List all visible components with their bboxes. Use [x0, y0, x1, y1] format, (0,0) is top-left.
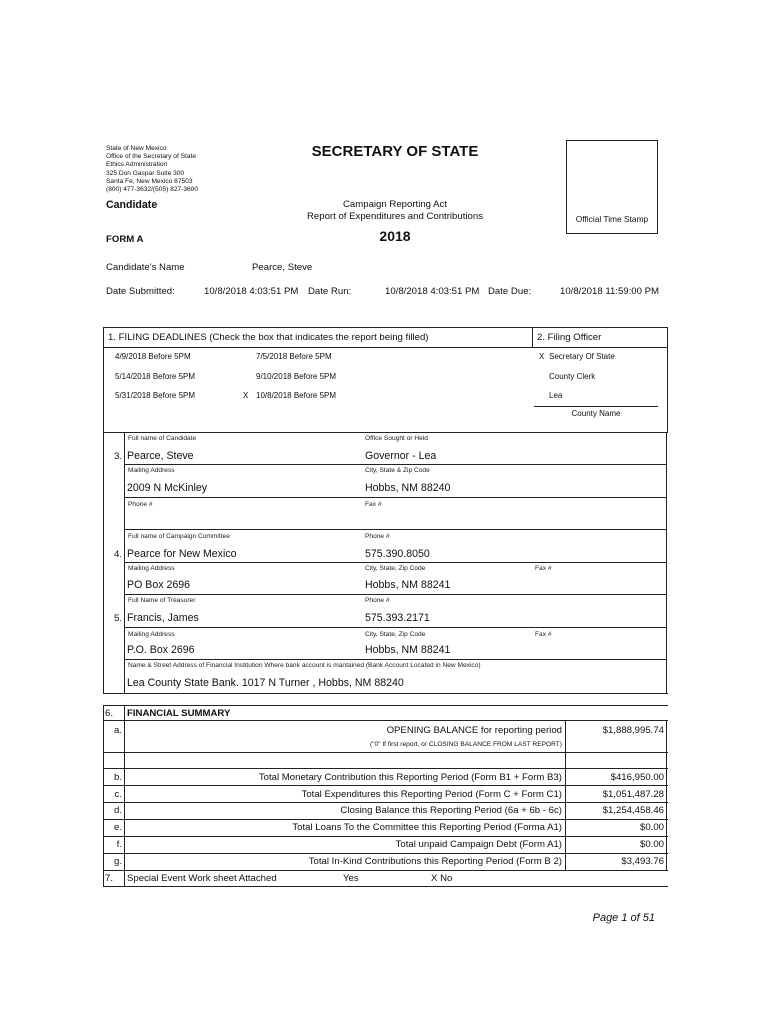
committee-label: Full name of Campaign Committee [128, 533, 230, 540]
report-year: 2018 [379, 228, 411, 244]
row-letter: b. [113, 772, 122, 783]
row-letter: f. [116, 839, 122, 850]
summary-row-label: Total Monetary Contribution this Reporting Period (Form B1 + Form B3) [258, 772, 562, 783]
agency-line: Office of the Secretary of State [106, 153, 197, 161]
filing-officer-header: 2. Filing Officer [537, 332, 602, 343]
opening-balance-value: $1,888,995.74 [602, 725, 664, 736]
date-run-label: Date Run: [308, 286, 352, 297]
date-due-label: Date Due: [488, 286, 532, 297]
date-due: 10/8/2018 11:59:00 PM [560, 286, 660, 297]
city-state-zip-label: City, State & Zip Code [365, 467, 430, 474]
opening-balance-label: OPENING BALANCE for reporting period [386, 725, 562, 736]
page-title: SECRETARY OF STATE [311, 143, 479, 160]
bank-name-address: Lea County State Bank. 1017 N Turner , Hobbs, NM 88240 [127, 677, 404, 689]
deadline-option[interactable]: 5/31/2018 Before 5PM [115, 391, 196, 400]
summary-row-value: $3,493.76 [621, 856, 664, 867]
committee-name: Pearce for New Mexico [127, 548, 237, 560]
candidate-fullname-label: Full name of Candidate [128, 435, 197, 442]
mailing-address-label: Mailing Address [128, 467, 175, 474]
office-label: Office Sought or Held [365, 435, 428, 442]
special-event-no[interactable]: X No [431, 873, 453, 884]
special-event-label: Special Event Work sheet Attached [127, 873, 277, 884]
deadline-option-selected[interactable]: 10/8/2018 Before 5PM [256, 391, 337, 400]
county-name-label: County Name [571, 409, 621, 418]
agency-line: Santa Fe, New Mexico 87503 [106, 177, 193, 185]
summary-row-label: Total In-Kind Contributions this Reporting Period (Form B 2) [308, 856, 562, 867]
agency-line: State of New Mexico [106, 145, 167, 152]
date-submitted-label: Date Submitted: [106, 286, 175, 297]
section-number: 4. [114, 549, 123, 560]
summary-row-label: Closing Balance this Reporting Period (6a + 6b - 6c) [340, 805, 562, 816]
deadline-option[interactable]: 7/5/2018 Before 5PM [256, 352, 332, 361]
phone-label: Phone # [128, 501, 153, 508]
financial-summary-title: FINANCIAL SUMMARY [127, 708, 231, 719]
time-stamp-box [566, 140, 658, 234]
treasurer-city: Hobbs, NM 88241 [365, 644, 451, 656]
deadline-option[interactable]: 5/14/2018 Before 5PM [115, 372, 196, 381]
county-name: Lea [549, 391, 563, 400]
section-number: 6. [105, 708, 114, 719]
city-state-zip-label: City, State, Zip Code [365, 565, 426, 572]
row-letter: a. [113, 725, 122, 736]
time-stamp-label: Official Time Stamp [575, 214, 649, 224]
row-letter: g. [113, 856, 122, 867]
agency-line: Ethics Administration [106, 161, 168, 169]
officer-mark: X [539, 352, 545, 361]
summary-row-label: Total Loans To the Committee this Reporting Period (Forma A1) [292, 822, 562, 833]
section-number: 3. [114, 451, 123, 462]
form-label: FORM A [106, 234, 144, 245]
candidate-name: Pearce, Steve [252, 262, 313, 273]
date-submitted: 10/8/2018 4:03:51 PM [204, 286, 299, 297]
committee-city: Hobbs, NM 88241 [365, 579, 451, 591]
summary-row-value: $0.00 [639, 839, 664, 850]
date-run: 10/8/2018 4:03:51 PM [385, 286, 480, 297]
deadline-selected-mark: X [243, 391, 249, 400]
committee-mailing-address: PO Box 2696 [127, 579, 191, 591]
form-type: Candidate [106, 199, 158, 211]
mailing-address: 2009 N McKinley [127, 482, 208, 494]
summary-row-value: $1,254,458.46 [602, 805, 664, 816]
deadline-option[interactable]: 9/10/2018 Before 5PM [256, 372, 337, 381]
summary-row-label: Total unpaid Campaign Debt (Form A1) [395, 839, 562, 850]
mailing-address-label: Mailing Address [128, 631, 175, 638]
fax-label: Fax # [535, 565, 552, 572]
treasurer-label: Full Name of Treasurer [128, 597, 196, 604]
phone-label: Phone # [365, 533, 390, 540]
mailing-address-label: Mailing Address [128, 565, 175, 572]
opening-balance-note: ("0" If first report, or CLOSING BALANCE FROM LAST REPORT) [369, 741, 562, 748]
fax-label: Fax # [535, 631, 552, 638]
row-letter: c. [114, 789, 122, 800]
office-sought: Governor - Lea [365, 450, 437, 462]
treasurer-phone: 575.393.2171 [365, 612, 430, 624]
filing-deadlines-header: 1. FILING DEADLINES (Check the box that indicates the report being filled) [108, 332, 429, 343]
candidate-fullname: Pearce, Steve [127, 450, 194, 462]
special-event-yes[interactable]: Yes [343, 873, 359, 884]
treasurer-name: Francis, James [127, 612, 199, 624]
agency-address [106, 145, 266, 194]
section-number: 7. [105, 873, 114, 884]
fax-label: Fax # [365, 501, 382, 508]
treasurer-mailing-address: P.O. Box 2696 [127, 644, 195, 656]
city-state-zip-label: City, State, Zip Code [365, 631, 426, 638]
report-title: Report of Expenditures and Contributions [307, 211, 483, 222]
deadline-option[interactable]: 4/9/2018 Before 5PM [115, 352, 191, 361]
row-letter: e. [113, 822, 122, 833]
committee-phone: 575.390.8050 [365, 548, 430, 560]
phone-label: Phone # [365, 597, 390, 604]
summary-row-value: $1,051,487.28 [602, 789, 664, 800]
agency-line: (800) 477-3632/(505) 827-3600 [106, 186, 199, 194]
city-state-zip: Hobbs, NM 88240 [365, 482, 451, 494]
bank-label: Name & Street Address of Financial Institution Where bank account is mantained (Bank Account Located in New Mexico) [128, 662, 481, 669]
agency-line: 325 Don Gaspar Suite 300 [106, 169, 185, 177]
officer-clerk[interactable]: County Clerk [549, 372, 596, 381]
summary-row-value: $0.00 [639, 822, 664, 833]
summary-row-value: $416,950.00 [610, 772, 664, 783]
officer-sos[interactable]: Secretary Of State [549, 352, 615, 361]
summary-row-label: Total Expenditures this Reporting Period (Form C + Form C1) [301, 789, 562, 800]
candidate-name-label: Candidate's Name [106, 262, 185, 273]
act-title: Campaign Reporting Act [343, 199, 447, 210]
row-letter: d. [113, 805, 122, 816]
section-number: 5. [114, 613, 123, 624]
page-number: Page 1 of 51 [592, 912, 655, 924]
